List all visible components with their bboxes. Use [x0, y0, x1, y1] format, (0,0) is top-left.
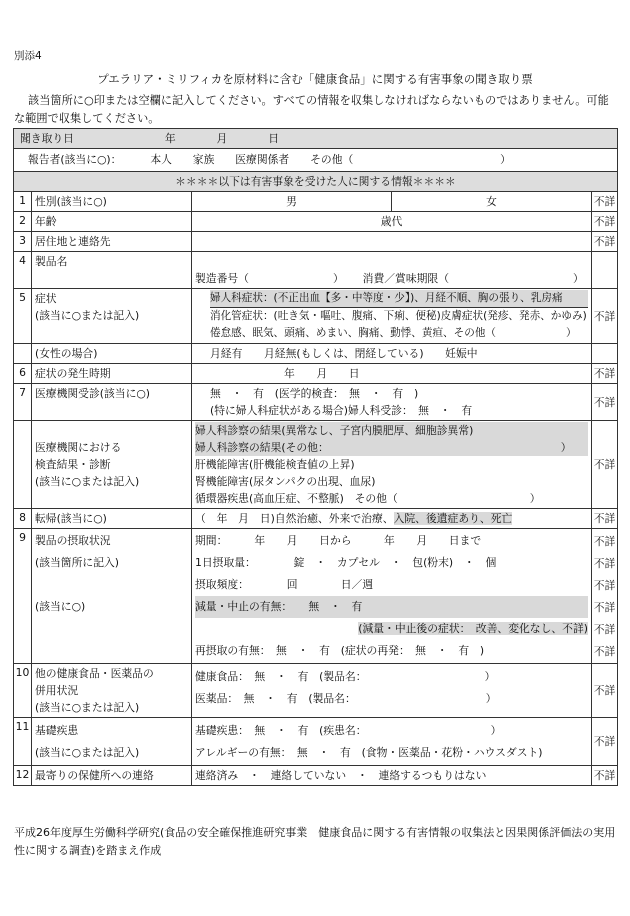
- row-number: 3: [14, 232, 32, 252]
- medicine-options[interactable]: 医薬品： 無 ・ 有 (製品名：: [195, 692, 356, 705]
- row-sublabel-2: (該当に○): [35, 600, 86, 613]
- unknown-option[interactable]: 不詳: [592, 212, 618, 232]
- after-reduce-symptoms[interactable]: (減量・中止後の症状： 改善、変化なし、不詳): [358, 622, 588, 635]
- row-number: 8: [14, 509, 32, 529]
- reporter-row: [14, 149, 618, 172]
- interview-date-year[interactable]: 年: [164, 132, 176, 145]
- footer-note: 平成26年度厚生労働科学研究(食品の安全確保推進研究事業 健康食品に関する有害情報の収集法と因果関係評価法の実用性に関する調査)を踏まえ作成: [14, 826, 616, 857]
- row-age: [14, 212, 618, 232]
- section-header: ＊＊＊＊以下は有害事象を受けた人に関する情報＊＊＊＊: [14, 172, 618, 192]
- row-underlying: [14, 718, 618, 766]
- gi-skin-symptoms[interactable]: 消化管症状：(吐き気・嘔吐、腹痛、下痢、便秘)皮膚症状(発疹、発赤、かゆみ): [210, 310, 587, 322]
- unknown-option-after[interactable]: 不詳: [593, 623, 616, 636]
- unknown-option-frequency[interactable]: 不詳: [593, 579, 616, 592]
- row-medical-visit: [14, 384, 618, 421]
- unknown-option[interactable]: 不詳: [592, 192, 618, 212]
- cardiovascular-other-close: ）: [529, 492, 541, 505]
- age-field[interactable]: 歳代: [192, 212, 592, 232]
- unknown-option[interactable]: 不詳: [592, 384, 618, 421]
- expiry-label: 消費／賞味期限（: [362, 272, 450, 285]
- unknown-option[interactable]: 不詳: [592, 232, 618, 252]
- row-label: 最寄りの保健所への連絡: [32, 766, 192, 786]
- medicine-close: ）: [485, 692, 497, 705]
- row-number: 11: [14, 718, 32, 766]
- row-product: [14, 252, 618, 289]
- reporter-label: 報告者(該当に○)：: [28, 153, 122, 166]
- unknown-option[interactable]: 不詳: [592, 289, 618, 344]
- sex-option-female[interactable]: 女: [392, 192, 592, 212]
- row-label: 症状の発生時期: [32, 364, 192, 384]
- gyn-result-other-close: ）: [560, 441, 572, 454]
- unknown-option[interactable]: 不詳: [592, 766, 618, 786]
- instructions: 該当箇所に○印または空欄に記入してください。すべての情報を収集しなければならないものではありません。可能な範囲で収集してください。: [14, 94, 609, 125]
- menstruation-options[interactable]: 月経有 月経無(もしくは、閉経している) 妊娠中: [192, 344, 592, 364]
- other-symptoms[interactable]: 倦怠感、眠気、頭痛、めまい、胸痛、動悸、黄疸、その他（: [210, 327, 497, 339]
- row-label: 転帰(該当に○): [32, 509, 192, 529]
- row-label: 年齢: [32, 212, 192, 232]
- row-sex: [14, 192, 618, 212]
- reporter-option-family[interactable]: 家族: [192, 153, 215, 166]
- row-number: 6: [14, 364, 32, 384]
- address-field[interactable]: [192, 232, 592, 252]
- row-label: 製品の摂取状況: [35, 534, 111, 547]
- row-label-2: 併用状況: [35, 684, 79, 697]
- unknown-option[interactable]: 不詳: [592, 664, 618, 718]
- row-number: 4: [14, 252, 32, 289]
- outcome-options-severe[interactable]: 入院、後遺症あり、死亡: [393, 512, 513, 525]
- reporter-option-other[interactable]: その他（: [310, 153, 354, 166]
- row-intake: [14, 529, 618, 664]
- interview-date-row: [14, 129, 618, 149]
- unknown-option[interactable]: 不詳: [592, 421, 618, 509]
- underlying-disease-options[interactable]: 基礎疾患： 無 ・ 有 (疾患名：: [195, 724, 367, 737]
- row-sublabel: (該当に○または記入): [35, 475, 140, 488]
- expiry-close: ）: [573, 272, 584, 285]
- row-label: 医療機関における: [35, 441, 122, 454]
- row-label: 症状: [35, 292, 57, 305]
- section-header-row: [14, 172, 618, 192]
- unknown-option[interactable]: 不詳: [592, 364, 618, 384]
- unknown-option[interactable]: 不詳: [592, 509, 618, 529]
- health-food-close: ）: [484, 670, 496, 683]
- reporter-option-medical[interactable]: 医療関係者: [235, 153, 290, 166]
- row-number: 2: [14, 212, 32, 232]
- health-food-options[interactable]: 健康食品： 無 ・ 有 (製品名：: [195, 670, 367, 683]
- row-exam-results: [14, 421, 618, 509]
- interview-form: [13, 128, 618, 786]
- annex-label: 別添4: [14, 50, 42, 62]
- interview-date-month[interactable]: 月: [216, 132, 228, 145]
- underlying-disease-close: ）: [490, 724, 502, 737]
- form-title: プエラリア・ミリフィカを原材料に含む「健康食品」に関する有害事象の聞き取り票: [97, 72, 533, 86]
- row-label: 居住地と連絡先: [32, 232, 192, 252]
- row-label: 性別(該当に○): [32, 192, 192, 212]
- gyn-result-normal[interactable]: 婦人科診察の結果(異常なし、子宮内膜肥厚、細胞診異常): [195, 422, 588, 439]
- row-label: 基礎疾患: [35, 724, 79, 737]
- row-address: [14, 232, 618, 252]
- row-concomitant: [14, 664, 618, 718]
- health-center-options[interactable]: 連絡済み ・ 連絡していない ・ 連絡するつもりはない: [192, 766, 592, 786]
- lot-number-close: ）: [332, 272, 344, 285]
- row-number: 5: [14, 289, 32, 344]
- row-number: 7: [14, 384, 32, 421]
- row-sublabel: (該当箇所に記入): [35, 556, 120, 569]
- row-label: 医療機関受診(該当に○): [32, 384, 192, 421]
- retake-options[interactable]: 再摂取の有無： 無 ・ 有 (症状の再発： 無 ・ 有 ): [195, 644, 485, 657]
- outcome-options[interactable]: （ 年 月 日)自然治癒、外来で治療、: [195, 512, 394, 525]
- reduce-stop-options[interactable]: 減量・中止の有無： 無 ・ 有: [195, 596, 588, 618]
- allergy-options[interactable]: アレルギーの有無： 無 ・ 有 (食物・医薬品・花粉・ハウスダスト): [195, 746, 543, 759]
- lot-number-label: 製造番号（: [195, 272, 249, 285]
- gynecology-visit-options[interactable]: (特に婦人科症状がある場合)婦人科受診： 無 ・ 有: [210, 404, 473, 417]
- row-sublabel: (該当に○または記入): [35, 701, 140, 714]
- unknown-option-retake[interactable]: 不詳: [593, 645, 616, 658]
- row-health-center: [14, 766, 618, 786]
- row-number: 1: [14, 192, 32, 212]
- intake-frequency[interactable]: 摂取頻度： 回 日／週: [195, 578, 374, 591]
- row-number: 12: [14, 766, 32, 786]
- cardiovascular-other[interactable]: 循環器疾患(高血圧症、不整脈) その他（: [195, 492, 398, 505]
- row-sublabel: (該当に○または記入): [35, 746, 140, 759]
- row-label: (女性の場合): [32, 344, 192, 364]
- row-sublabel: (該当に○または記入): [35, 309, 140, 322]
- row-onset: [14, 364, 618, 384]
- row-label-2: 検査結果・診断: [35, 458, 111, 471]
- daily-amount[interactable]: 1日摂取量： 錠 ・ カプセル ・ 包(粉末) ・ 個: [195, 556, 497, 569]
- sex-option-male[interactable]: 男: [192, 192, 392, 212]
- unknown-option-period[interactable]: 不詳: [593, 535, 616, 548]
- row-label: 製品名: [32, 252, 192, 289]
- row-female: [14, 344, 618, 364]
- row-number: 10: [14, 664, 32, 718]
- row-number: 9: [14, 529, 32, 664]
- interview-date-day[interactable]: 日: [268, 132, 279, 145]
- row-outcome: [14, 509, 618, 529]
- onset-date-field[interactable]: 年 月 日: [192, 364, 592, 384]
- intake-period[interactable]: 期間： 年 月 日から 年 月 日まで: [195, 534, 482, 547]
- medical-visit-options[interactable]: 無 ・ 有 (医学的検査： 無 ・ 有 ): [210, 387, 419, 400]
- reporter-other-close: ）: [500, 153, 511, 166]
- row-symptoms: [14, 289, 618, 344]
- reporter-option-self[interactable]: 本人: [150, 153, 172, 166]
- interview-date-label: 聞き取り日: [20, 132, 74, 145]
- other-symptoms-close: ）: [566, 327, 577, 339]
- unknown-option-reduce[interactable]: 不詳: [593, 601, 616, 614]
- kidney-dysfunction[interactable]: 腎機能障害(尿タンパクの出現、血尿): [195, 475, 376, 488]
- liver-dysfunction[interactable]: 肝機能障害(肝機能検査値の上昇): [195, 458, 355, 471]
- row-label: 他の健康食品・医薬品の: [35, 667, 154, 680]
- gynecologic-symptoms[interactable]: 婦人科症状：(不正出血【多・中等度・少】)、月経不順、胸の張り、乳房痛: [210, 290, 588, 308]
- unknown-option-amount[interactable]: 不詳: [593, 557, 616, 570]
- gyn-result-other[interactable]: 婦人科診察の結果(その他：: [195, 441, 329, 454]
- unknown-option[interactable]: 不詳: [592, 718, 618, 766]
